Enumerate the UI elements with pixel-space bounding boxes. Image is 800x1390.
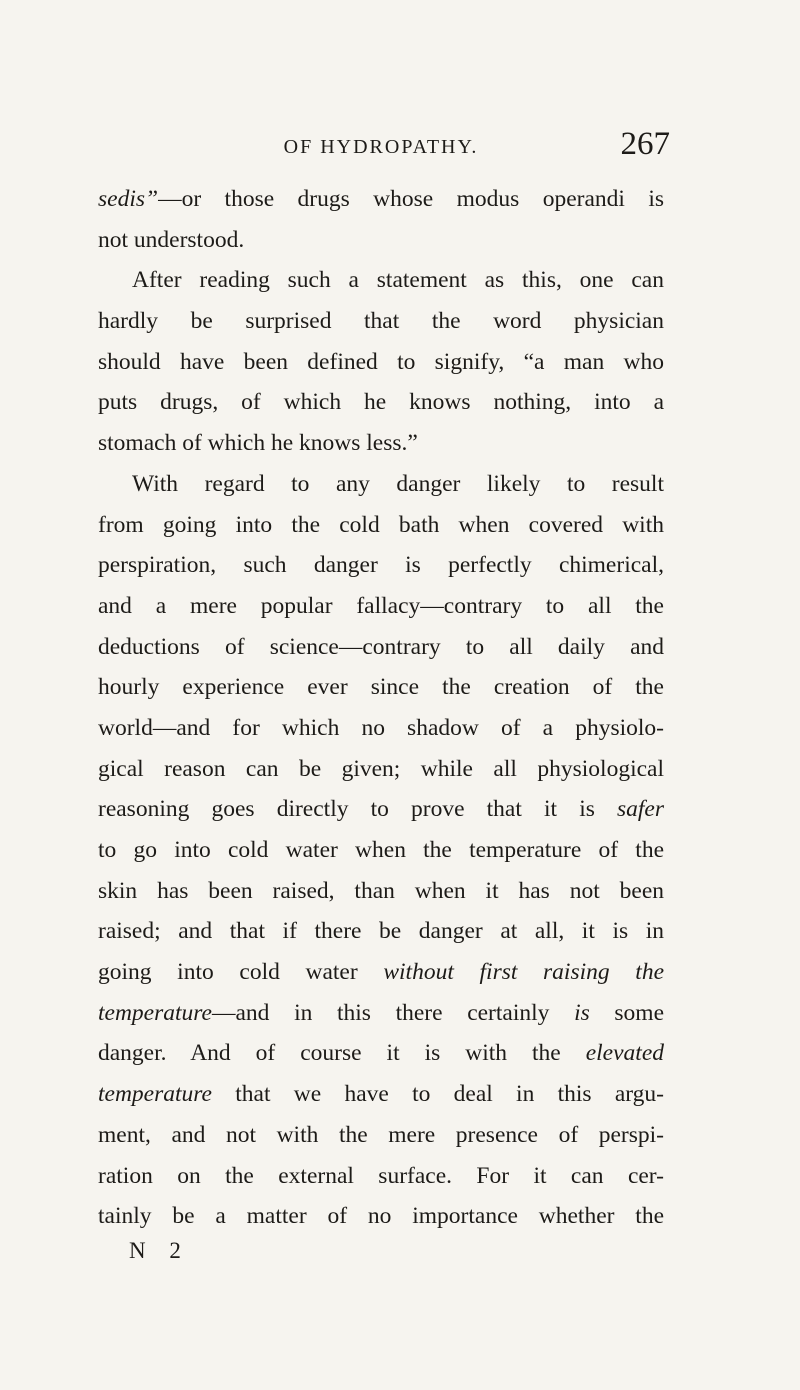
- text-line: tainly be a matter of no importance whether the: [98, 1203, 664, 1230]
- text-line: skin has been raised, than when it has not been: [98, 877, 664, 904]
- text-line: danger. And of course it is with the elevated: [98, 1040, 664, 1067]
- text-line: should have been defined to signify, “a man who: [98, 348, 664, 375]
- text-line: going into cold water without first raising the: [98, 959, 664, 986]
- text-line: reasoning goes directly to prove that it is safer: [98, 796, 664, 823]
- text-line: from going into the cold bath when covered with: [98, 511, 664, 538]
- text-line: puts drugs, of which he knows nothing, into a: [98, 389, 664, 416]
- text-line: ment, and not with the mere presence of perspi-: [98, 1121, 664, 1148]
- text-line: perspiration, such danger is perfectly chimerical,: [98, 552, 664, 579]
- text-line: temperature that we have to deal in this argu-: [98, 1081, 664, 1108]
- page-number: 267: [620, 126, 670, 162]
- text-line: to go into cold water when the temperature of the: [98, 837, 664, 863]
- text-line: sedis”—or those drugs whose modus operandi is: [98, 186, 664, 212]
- text-line: deductions of science—contrary to all daily and: [98, 633, 664, 660]
- text-line: raised; and that if there be danger at all, it is in: [98, 918, 664, 945]
- text-line: not understood.: [98, 226, 245, 253]
- text-line: ration on the external surface. For it can cer-: [98, 1162, 664, 1189]
- text-line: temperature—and in this there certainly is some: [98, 999, 664, 1026]
- signature-mark: N 2: [129, 1238, 190, 1263]
- text-line: and a mere popular fallacy—contrary to all the: [98, 592, 664, 619]
- text-line: stomach of which he knows less.”: [98, 430, 418, 457]
- text-line: hardly be surprised that the word physician: [98, 308, 664, 335]
- running-head: [98, 126, 670, 166]
- body-text: [98, 179, 664, 1237]
- text-line: hourly experience ever since the creation of the: [98, 674, 664, 701]
- text-line: After reading such a statement as this, one can: [132, 267, 664, 294]
- running-title: OF HYDROPATHY.: [283, 136, 479, 158]
- text-line: gical reason can be given; while all physiological: [98, 755, 664, 782]
- text-line: world—and for which no shadow of a physiolo-: [98, 714, 664, 741]
- text-line: With regard to any danger likely to result: [132, 470, 664, 497]
